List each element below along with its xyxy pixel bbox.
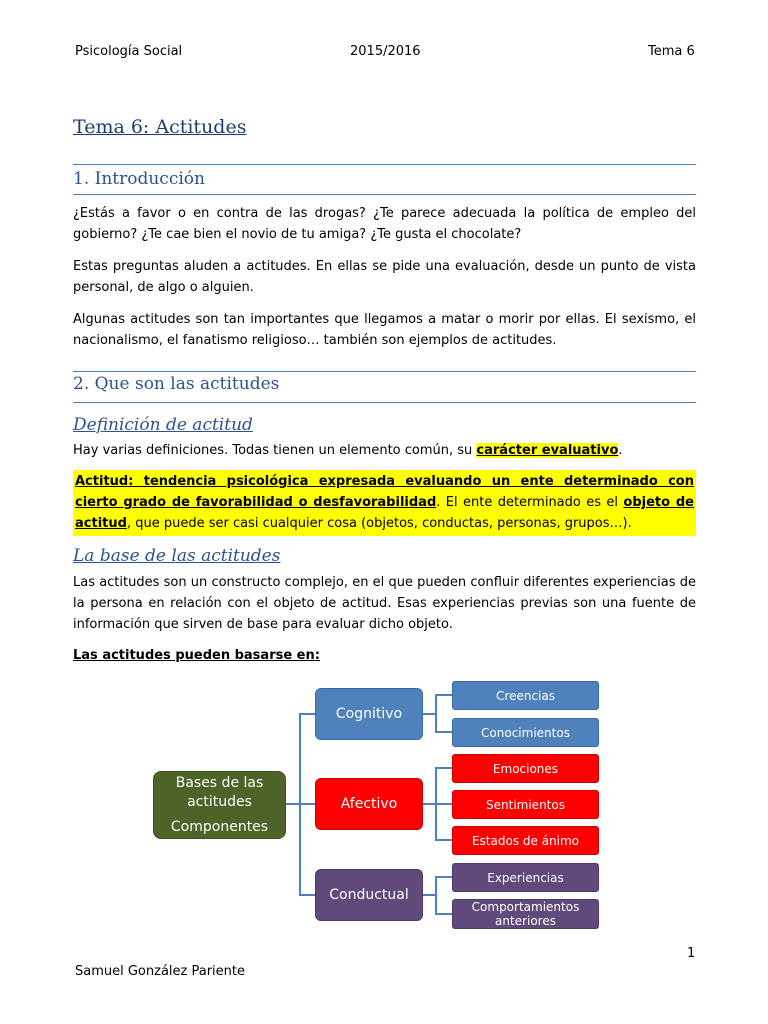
definition-highlight: carácter evaluativo — [476, 443, 619, 458]
page-number: 1 — [687, 946, 696, 961]
leaf-conocimientos: Conocimientos — [452, 718, 599, 747]
diagram-root-node — [153, 771, 286, 839]
intro-paragraph-2: Estas preguntas aluden a actitudes. En ellas se pide una evaluación, desde un punto de vista personal, de algo o alguien. — [73, 259, 696, 295]
page-title: Tema 6: Actitudes — [73, 116, 247, 138]
node-afectivo: Afectivo — [315, 778, 423, 830]
node-cognitivo: Cognitivo — [315, 688, 423, 740]
base-paragraph: Las actitudes son un constructo complejo, en el que pueden confluir diferentes experiencias de la persona en relación con el objeto de actitud. Esas experiencias previas son una fuente de información que sirven de base para evaluar dicho objeto. — [73, 575, 696, 632]
root-line-3: Componentes — [170, 818, 269, 835]
list-heading: Las actitudes pueden basarse en: — [73, 648, 320, 663]
box-object-of-attitude: objeto de actitud — [75, 495, 694, 531]
header-left: Psicología Social — [75, 44, 183, 59]
definition-end: . — [618, 443, 623, 458]
leaf-estados-de-animo: Estados de ánimo — [452, 826, 599, 855]
header-center: 2015/2016 — [350, 44, 421, 59]
leaf-emociones: Emociones — [452, 754, 599, 783]
subheading-definicion: Definición de actitud — [73, 415, 253, 435]
box-definition-end: , que puede ser casi cualquier cosa (objetos, conductas, personas, grupos…). — [126, 516, 632, 531]
intro-paragraph-3: Algunas actitudes son tan importantes que llegamos a matar o morir por ellas. El sexismo, el nacionalismo, el fanatismo religioso… también son ejemplos de actitudes. — [73, 312, 696, 348]
section1-heading: 1. Introducción — [73, 169, 205, 189]
node-conductual: Conductual — [315, 869, 423, 921]
box-definition-mid: . El ente determinado es el — [436, 495, 624, 510]
header-right: Tema 6 — [648, 44, 695, 59]
root-line-1: Bases de las — [175, 774, 264, 791]
footer-author: Samuel González Pariente — [75, 964, 245, 979]
leaf-sentimientos: Sentimientos — [452, 790, 599, 819]
box-definition-bold: Actitud: tendencia psicológica expresada evaluando un ente determinado con cierto grado de favorabilidad o desfavorabilidad — [75, 474, 694, 510]
leaf-creencias: Creencias — [452, 681, 599, 710]
leaf-comportamientos-anteriores: Comportamientos anteriores — [452, 899, 599, 929]
intro-paragraph-1: ¿Estás a favor o en contra de las drogas? ¿Te parece adecuada la política de empleo del gobierno? ¿Te cae bien el novio de tu amiga? ¿Te gusta el chocolate? — [73, 206, 696, 242]
section2-heading: 2. Que son las actitudes — [73, 374, 280, 394]
root-line-2: actitudes — [187, 793, 252, 810]
subheading-base: La base de las actitudes — [73, 546, 281, 566]
definition-text: Hay varias definiciones. Todas tienen un elemento común, su — [73, 443, 477, 458]
leaf-experiencias: Experiencias — [452, 863, 599, 892]
